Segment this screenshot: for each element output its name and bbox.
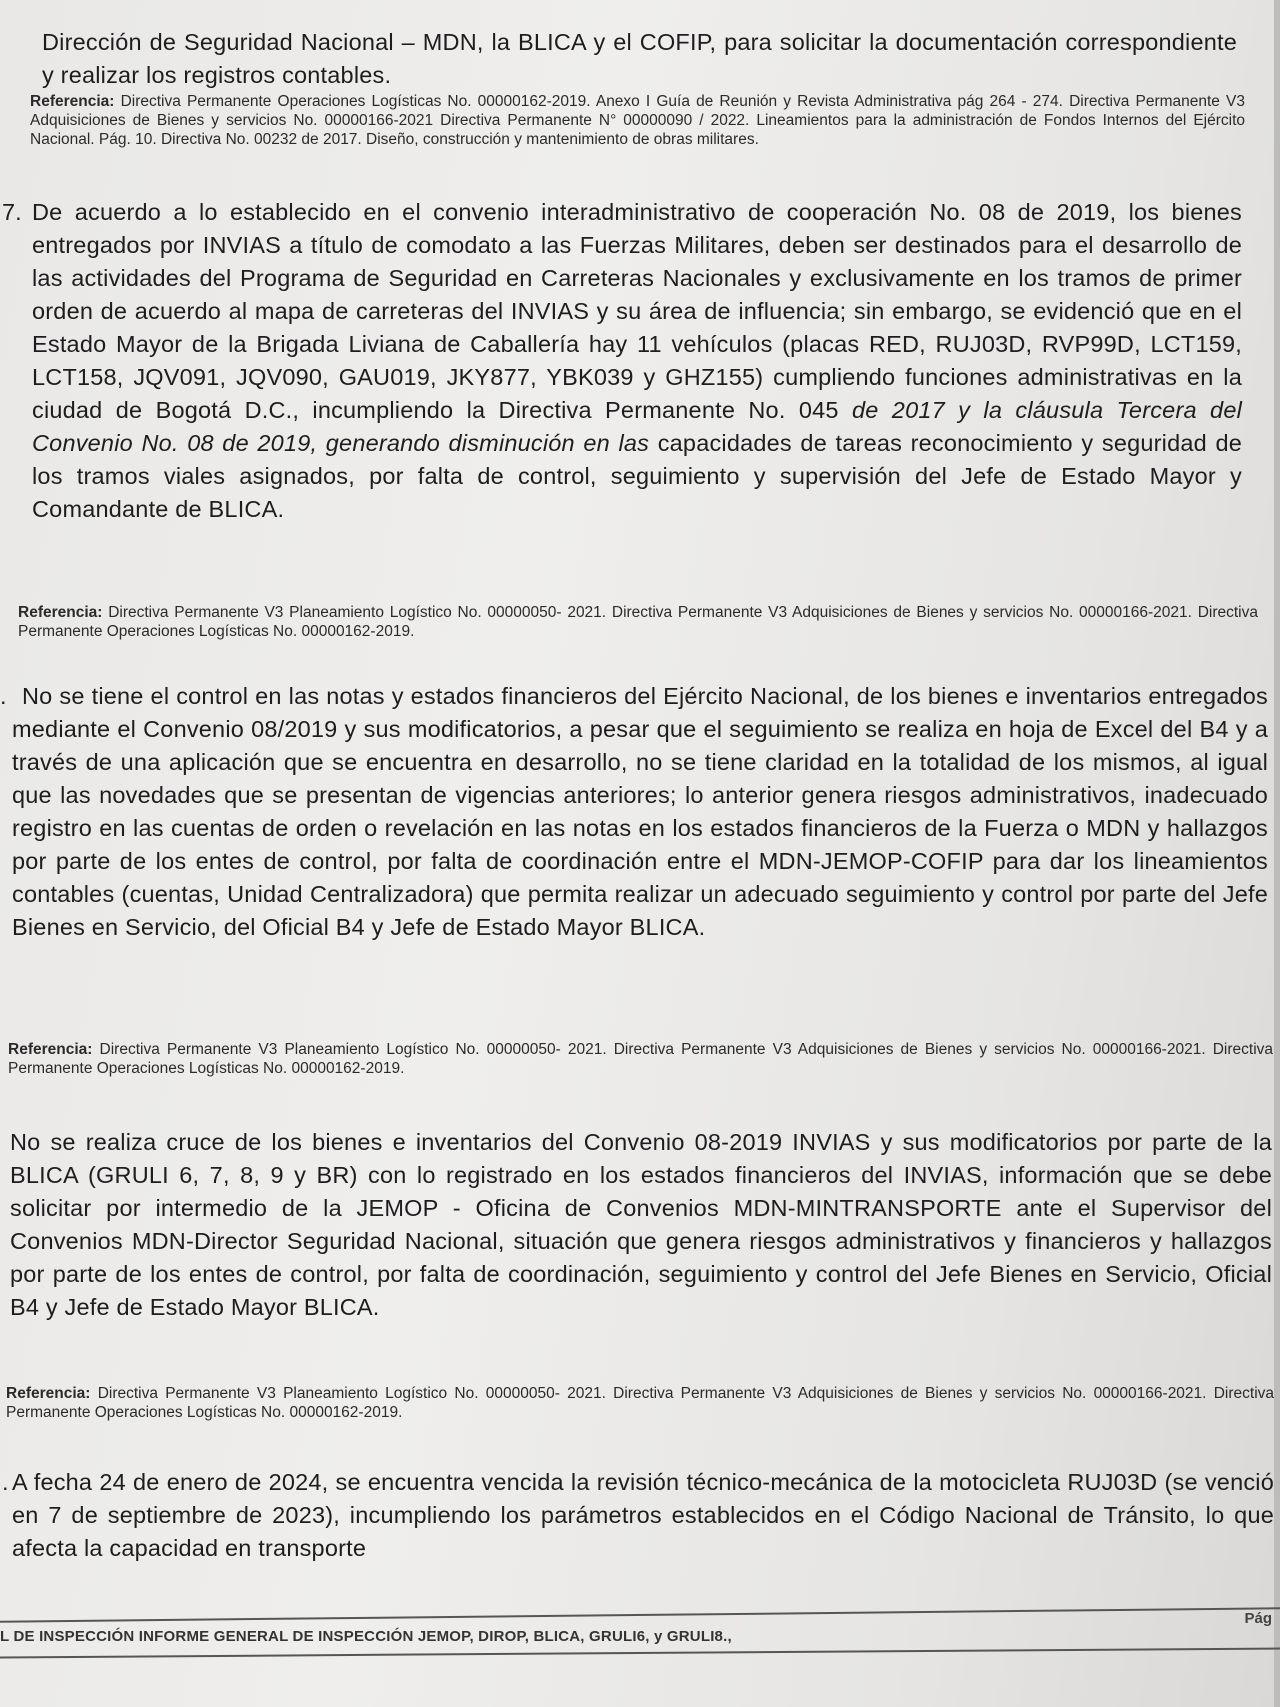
- reference-label: Referencia:: [8, 1041, 93, 1058]
- reference-text: Directiva Permanente V3 Planeamiento Logístico No. 00000050- 2021. Directiva Permanente V3 Adquisiciones de Bienes y servicios No. 00000166-2021. Directiva Permanente Operaciones Logísticas No. 00000162-2019.: [6, 1385, 1275, 1421]
- reference-text: Directiva Permanente V3 Planeamiento Logístico No. 00000050- 2021. Directiva Permanente V3 Adquisiciones de Bienes y servicios No. 00000166-2021. Directiva Permanente Operaciones Logísticas No. 00000162-2019.: [18, 604, 1258, 640]
- finding-text: A fecha 24 de enero de 2024, se encuentra vencida la revisión técnico-mecánica de la motocicleta RUJ03D (se venció en 7 de septiembre de 2023), incumpliendo los parámetros establecidos en el Código Nacional de Tránsito, lo que afecta la capacidad en transporte: [12, 1469, 1274, 1561]
- item-number: .: [0, 683, 7, 709]
- item-number: 7.: [2, 199, 22, 225]
- reference-text: Directiva Permanente Operaciones Logísticas No. 00000162-2019. Anexo I Guía de Reunión y Revista Administrativa pág 264 - 274. Directiva Permanente V3 Adquisiciones de Bienes y servicios No. 00000166-2021 Directiva Permanente N° 00000090 / 2022. Lineamientos para la administración de Fondos Internos del Ejército Nacional. Pág. 10. Directiva No. 00232 de 2017. Diseño, construcción y mantenimiento de obras militares.: [30, 93, 1245, 148]
- reference-label: Referencia:: [30, 93, 115, 110]
- finding-text-italic: de 2017 y la cláusula Tercera del Convenio No. 08 de 2019, generando disminución en las: [32, 397, 1243, 456]
- finding-text: De acuerdo a lo establecido en el convenio interadministrativo de cooperación No. 08 de 2019, los bienes entregados por INVIAS a título de comodato a las Fuerzas Militares, deben ser destinados para el desarrollo de las actividades del Programa de Seguridad en Carreteras Nacionales y exclusivamente en los tramos de primer orden de acuerdo al mapa de carreteras del INVIAS y su área de influencia; sin embargo, se evidenció que en el Estado Mayor de la Brigada Liviana de Caballería hay 11 vehículos (placas RED, RUJ03D, RVP99D, LCT159, LCT158, JQV091, JQV090, GAU019, JKY877, YBK039 y GHZ155) cumpliendo funciones administrativas en la ciudad de Bogotá D.C., incumpliendo la Directiva Permanente No. 045: [32, 199, 1242, 423]
- intro-text: Dirección de Seguridad Nacional – MDN, la BLICA y el COFIP, para solicitar la documentación correspondiente y realizar los registros contables.: [42, 29, 1237, 88]
- reference-label: Referencia:: [6, 1385, 91, 1402]
- intro-reference: [30, 92, 1245, 149]
- footer-rule-top: [0, 1607, 1280, 1622]
- finding-8-paragraph: [12, 680, 1268, 944]
- finding-text: capacidades de tareas reconocimiento y seguridad de los tramos viales asignados, por falta de control, seguimiento y supervisión del Jefe de Estado Mayor y Comandante de BLICA.: [32, 430, 1242, 522]
- reference-text: Directiva Permanente V3 Planeamiento Logístico No. 00000050- 2021. Directiva Permanente V3 Adquisiciones de Bienes y servicios No. 00000166-2021. Directiva Permanente Operaciones Logísticas No. 00000162-2019.: [8, 1041, 1274, 1077]
- finding-8-reference: [8, 1040, 1273, 1078]
- page-label: Pág: [1244, 1610, 1272, 1627]
- finding-7-paragraph: [32, 196, 1242, 526]
- footer-text: L DE INSPECCIÓN INFORME GENERAL DE INSPECCIÓN JEMOP, DIROP, BLICA, GRULI6, y GRULI8.,: [0, 1628, 732, 1645]
- finding-9-reference: [6, 1384, 1274, 1422]
- reference-label: Referencia:: [18, 604, 103, 621]
- finding-text: No se tiene el control en las notas y estados financieros del Ejército Nacional, de los bienes e inventarios entregados mediante el Convenio 08/2019 y sus modificatorios, a pesar que el seguimiento se realiza en hoja de Excel del B4 y a través de una aplicación que se encuentra en desarrollo, no se tiene claridad en la totalidad de los mismos, al igual que las novedades que se presentan de vigencias anteriores; lo anterior genera riesgos administrativos, inadecuado registro en las cuentas de orden o revelación en las notas en los estados financieros de la Fuerza o MDN y hallazgos por parte de los entes de control, por falta de coordinación entre el MDN-JEMOP-COFIP para dar los lineamientos contables (cuentas, Unidad Centralizadora) que permita realizar un adecuado seguimiento y control por parte del Jefe Bienes en Servicio, del Oficial B4 y Jefe de Estado Mayor BLICA.: [12, 683, 1268, 940]
- finding-10-paragraph: [12, 1466, 1274, 1565]
- item-number: .: [2, 1469, 9, 1495]
- finding-9-paragraph: [10, 1126, 1272, 1324]
- intro-paragraph: [42, 26, 1237, 92]
- page-edge-shadow: [1274, 0, 1280, 1707]
- footer-rule-bottom: [0, 1648, 1280, 1659]
- finding-7-reference: [18, 603, 1258, 641]
- finding-text: No se realiza cruce de los bienes e inventarios del Convenio 08-2019 INVIAS y sus modificatorios por parte de la BLICA (GRULI 6, 7, 8, 9 y BR) con lo registrado en los estados financieros del INVIAS, información que se debe solicitar por intermedio de la JEMOP - Oficina de Convenios MDN-MINTRANSPORTE ante el Supervisor del Convenios MDN-Director Seguridad Nacional, situación que genera riesgos administrativos y financieros y hallazgos por parte de los entes de control, por falta de coordinación, seguimiento y control del Jefe Bienes en Servicio, Oficial B4 y Jefe de Estado Mayor BLICA.: [10, 1129, 1272, 1320]
